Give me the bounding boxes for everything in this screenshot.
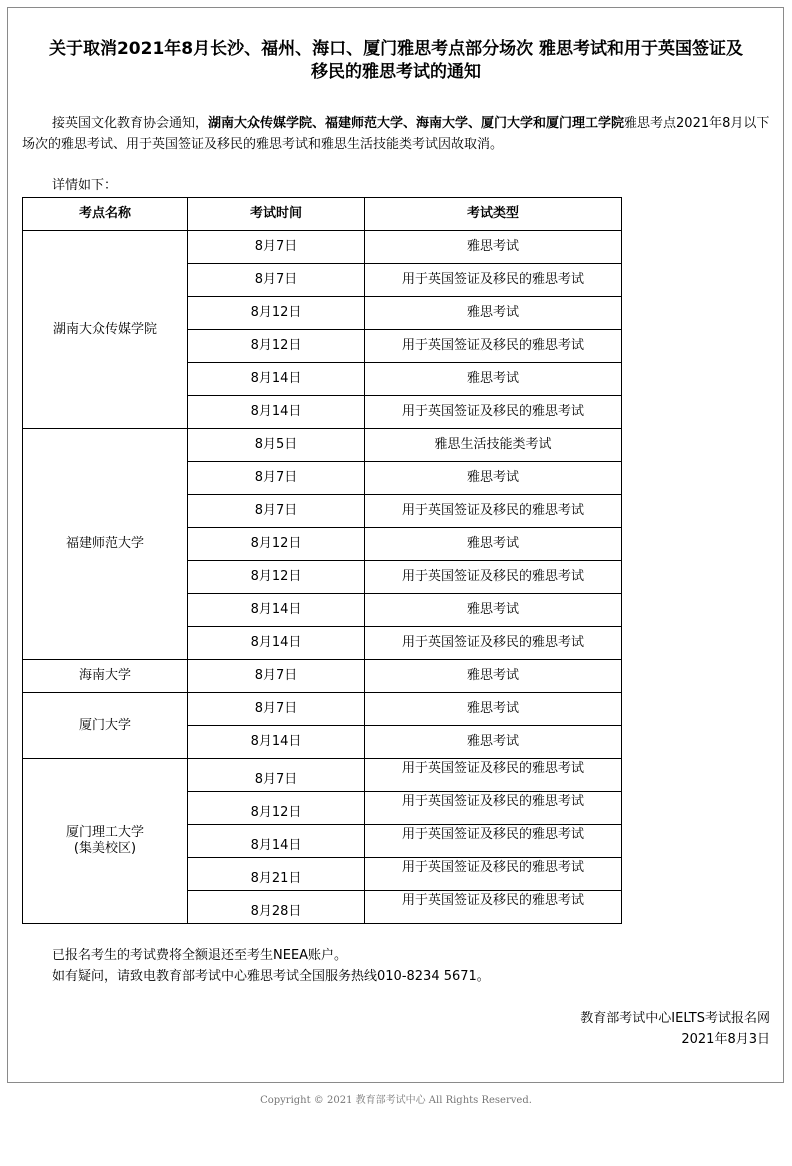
venue-name: 海南大学 (78, 668, 131, 683)
exam-type: 雅思考试 (365, 297, 622, 330)
venue-cell (23, 693, 188, 759)
exam-date: 8月12日 (188, 528, 365, 561)
exam-type: 用于英国签证及移民的雅思考试 (365, 858, 622, 891)
exam-date: 8月7日 (188, 462, 365, 495)
table-header-row (23, 198, 622, 231)
notice-title (20, 38, 772, 84)
exam-date: 8月7日 (188, 759, 365, 792)
exam-type: 用于英国签证及移民的雅思考试 (365, 264, 622, 297)
table-row (23, 660, 622, 693)
exam-type: 雅思考试 (365, 594, 622, 627)
exam-type: 雅思考试 (365, 528, 622, 561)
exam-type: 雅思考试 (365, 462, 622, 495)
exam-date: 8月7日 (188, 495, 365, 528)
exam-type: 雅思考试 (365, 660, 622, 693)
venue-campus: (集美校区) (73, 841, 137, 856)
exam-date: 8月14日 (188, 825, 365, 858)
table-row (23, 231, 622, 264)
exam-type: 用于英国签证及移民的雅思考试 (365, 330, 622, 363)
title-line-1: 关于取消2021年8月长沙、福州、海口、厦门雅思考点部分场次 雅思考试和用于英国签证及 (48, 39, 744, 59)
exam-date: 8月7日 (188, 660, 365, 693)
exam-date: 8月21日 (188, 858, 365, 891)
venue-name: 福建师范大学 (65, 536, 144, 551)
exam-type: 用于英国签证及移民的雅思考试 (365, 759, 622, 792)
exam-date: 8月7日 (188, 264, 365, 297)
notes (52, 945, 490, 987)
table-row (23, 693, 622, 726)
exam-date: 8月5日 (188, 429, 365, 462)
cancellation-table (22, 197, 622, 924)
intro-paragraph (22, 113, 774, 155)
exam-date: 8月12日 (188, 792, 365, 825)
intro-venues: 湖南大众传媒学院、福建师范大学、海南大学、厦门大学和厦门理工学院 (208, 116, 625, 131)
signature-date: 2021年8月3日 (681, 1032, 770, 1047)
details-label: 详情如下： (52, 178, 118, 193)
exam-date: 8月14日 (188, 594, 365, 627)
exam-date: 8月14日 (188, 396, 365, 429)
venue-name: 湖南大众传媒学院 (52, 321, 157, 337)
exam-type: 雅思考试 (365, 231, 622, 264)
copyright-footer: Copyright © 2021 教育部考试中心 All Rights Reserved. (260, 1095, 532, 1106)
exam-type: 用于英国签证及移民的雅思考试 (365, 627, 622, 660)
exam-type: 用于英国签证及移民的雅思考试 (365, 396, 622, 429)
header-type: 考试类型 (365, 198, 622, 231)
exam-date: 8月12日 (188, 297, 365, 330)
header-venue: 考点名称 (23, 198, 188, 231)
title-line-2: 移民的雅思考试的通知 (311, 62, 481, 82)
table-row (23, 759, 622, 792)
exam-date: 8月14日 (188, 627, 365, 660)
venue-cell (23, 429, 188, 660)
exam-type: 雅思考试 (365, 726, 622, 759)
venue-cell (23, 231, 188, 429)
exam-type: 用于英国签证及移民的雅思考试 (365, 825, 622, 858)
intro-prefix: 接英国文化教育协会通知， (52, 116, 209, 131)
venue-cell (23, 660, 188, 693)
exam-date: 8月7日 (188, 231, 365, 264)
venue-name: 厦门大学 (78, 717, 131, 733)
venue-name: 厦门理工大学 (65, 825, 144, 840)
exam-date: 8月14日 (188, 363, 365, 396)
exam-type: 用于英国签证及移民的雅思考试 (365, 891, 622, 924)
exam-date: 8月7日 (188, 693, 365, 726)
exam-type: 雅思生活技能类考试 (365, 429, 622, 462)
exam-date: 8月12日 (188, 330, 365, 363)
exam-type: 用于英国签证及移民的雅思考试 (365, 792, 622, 825)
venue-cell (23, 759, 188, 924)
table-body (23, 231, 622, 924)
table-row (23, 429, 622, 462)
exam-type: 雅思考试 (365, 363, 622, 396)
exam-type: 用于英国签证及移民的雅思考试 (365, 561, 622, 594)
exam-type: 用于英国签证及移民的雅思考试 (365, 495, 622, 528)
header-time: 考试时间 (188, 198, 365, 231)
note-refund: 已报名考生的考试费将全额退还至考生NEEA账户。 (52, 948, 348, 963)
signature (580, 1008, 770, 1050)
signature-org: 教育部考试中心IELTS考试报名网 (580, 1011, 770, 1026)
exam-date: 8月12日 (188, 561, 365, 594)
exam-date: 8月28日 (188, 891, 365, 924)
intro-suffix: 雅思考点2021年8月以下场次的雅思考试、用于英国签证及移民的雅思考试和雅思生活技能类考试因故取消。 (22, 116, 770, 152)
exam-type: 雅思考试 (365, 693, 622, 726)
note-hotline: 如有疑问，请致电教育部考试中心雅思考试全国服务热线010-8234 5671。 (52, 969, 490, 984)
exam-date: 8月14日 (188, 726, 365, 759)
